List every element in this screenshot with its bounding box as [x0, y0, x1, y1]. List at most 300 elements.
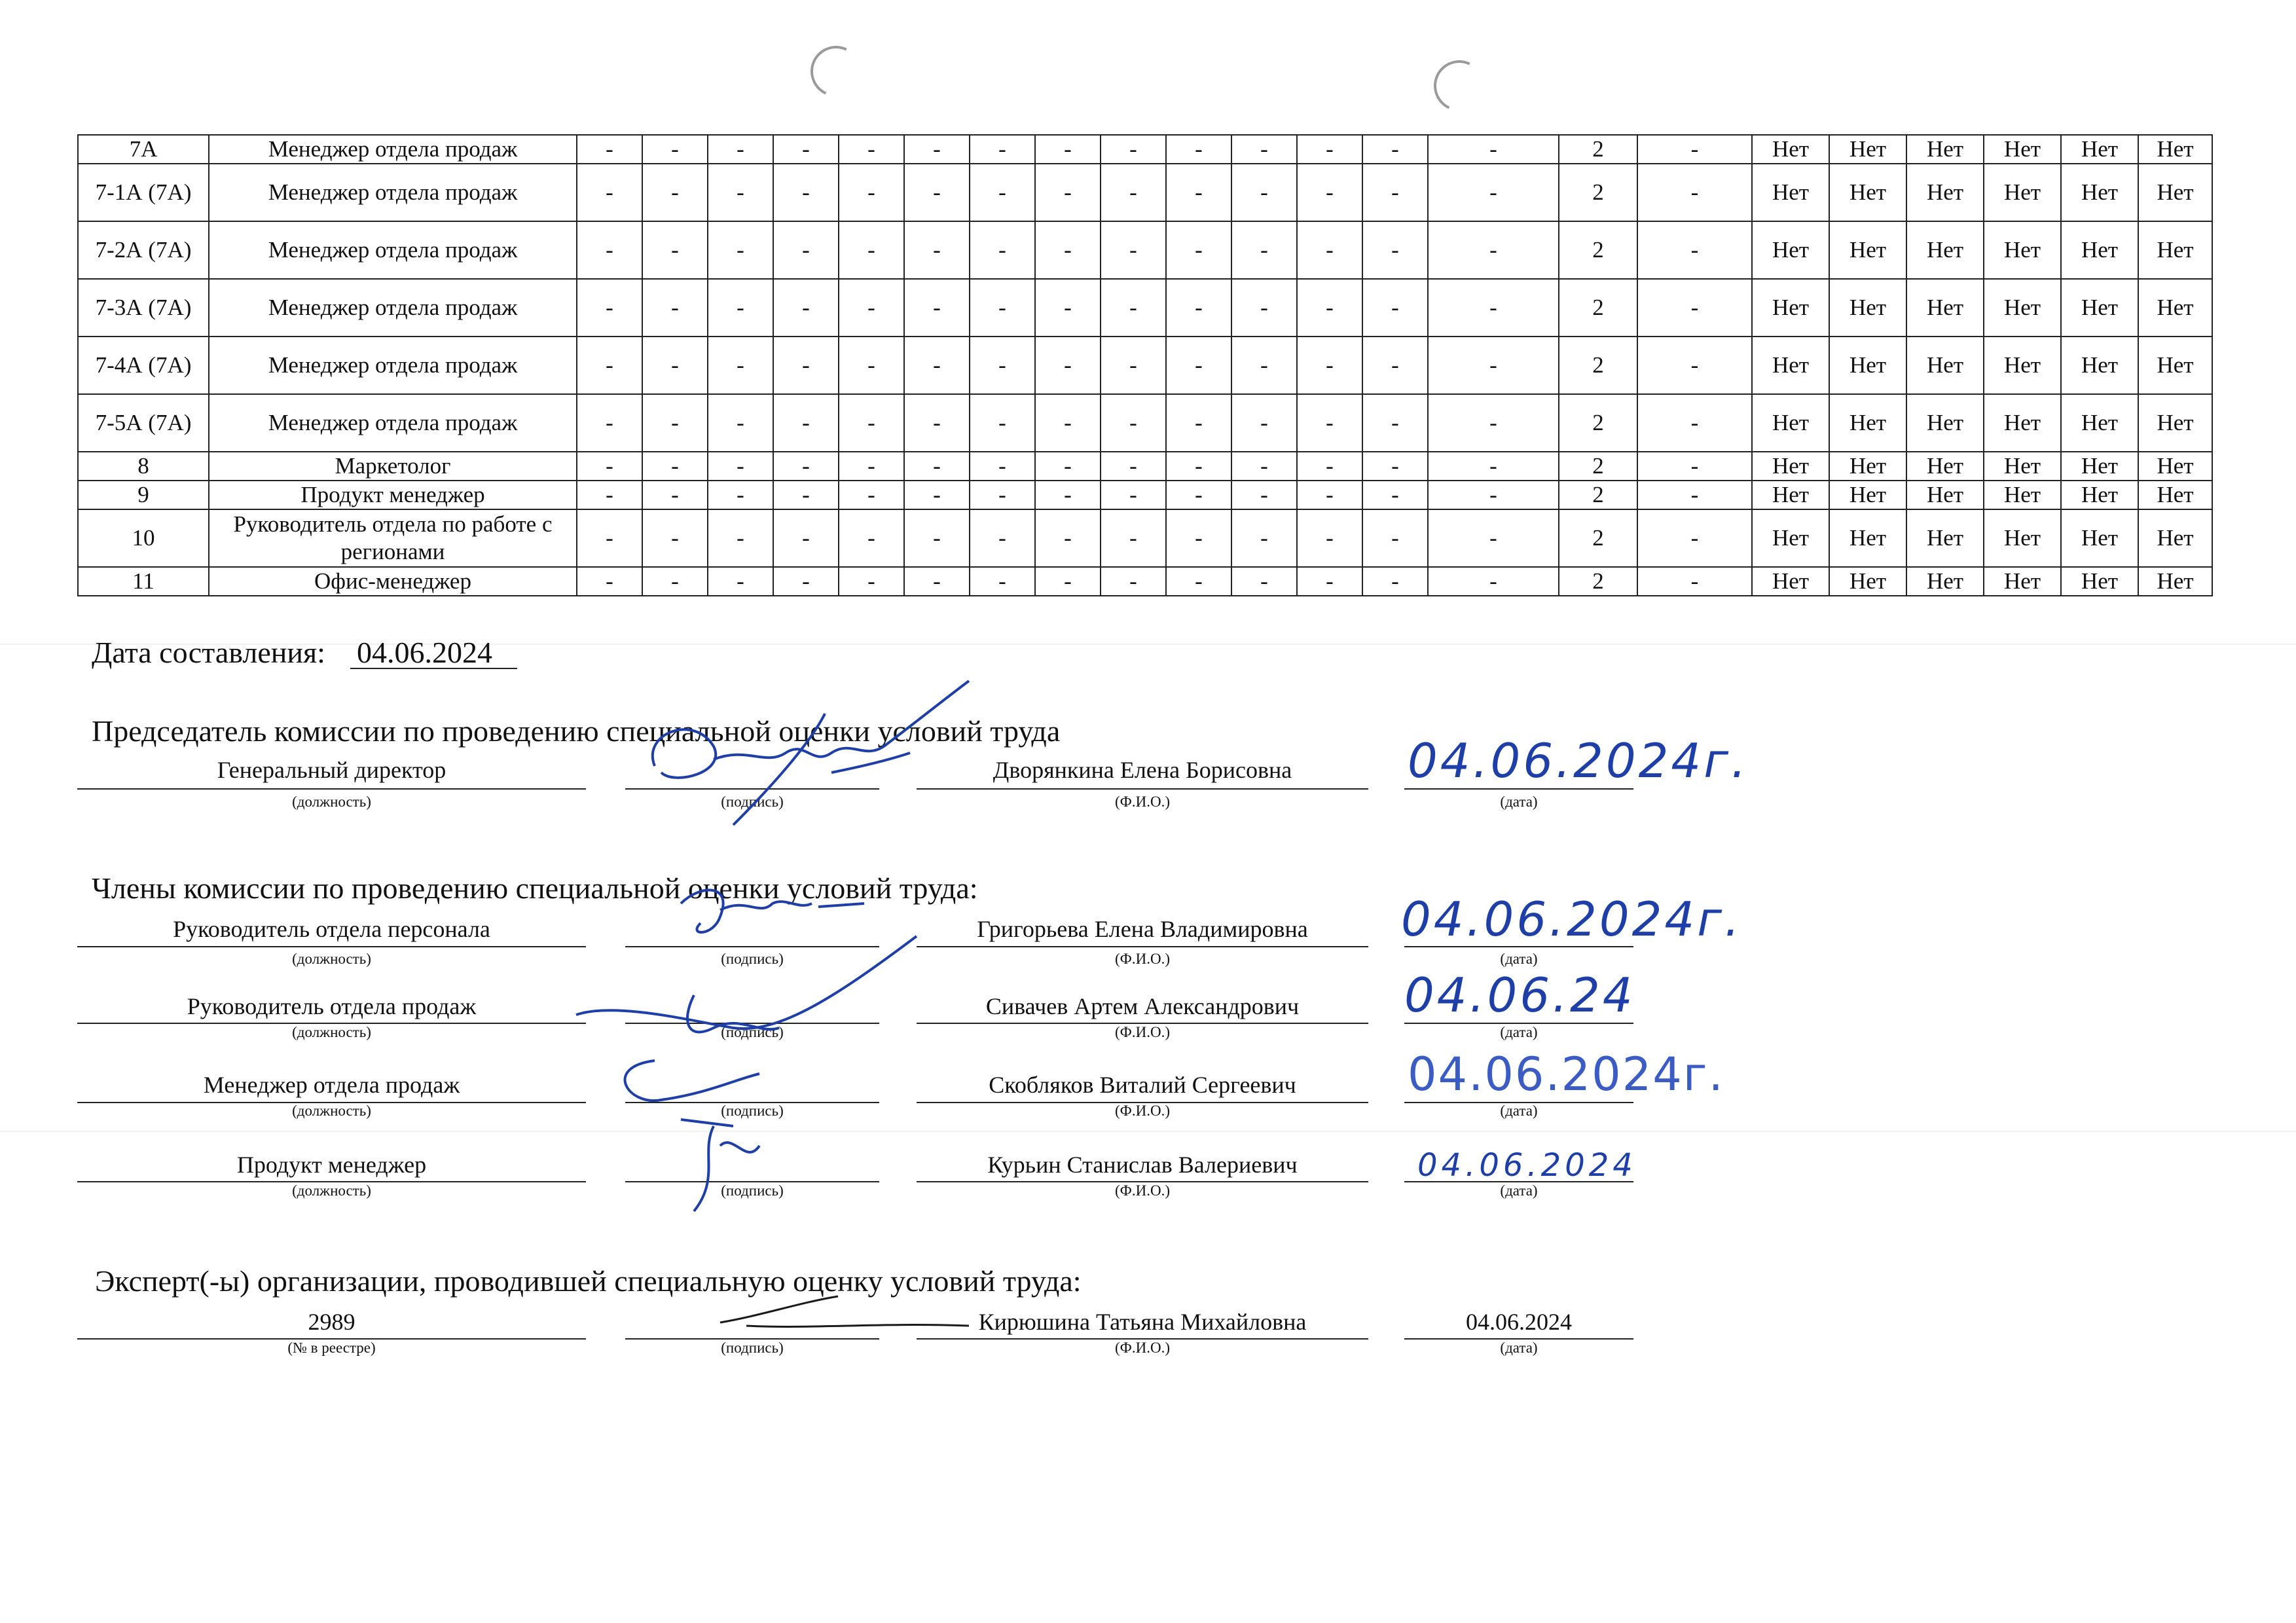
table-cell: -	[708, 567, 773, 596]
table-cell: -	[839, 567, 904, 596]
table-cell: -	[773, 481, 839, 509]
table-cell: -	[1101, 221, 1166, 279]
table-cell: -	[577, 509, 642, 567]
table-cell: Нет	[1984, 567, 2061, 596]
table-cell: -	[1637, 337, 1752, 394]
member-name: Сивачев Артем Александрович	[985, 993, 1300, 1019]
table-cell: Нет	[2061, 337, 2138, 394]
table-cell: -	[1362, 481, 1428, 509]
workplace-number-cell: 7-5А (7А)	[78, 394, 209, 452]
position-cell: Маркетолог	[209, 452, 577, 481]
table-cell: -	[1166, 567, 1231, 596]
table-cell: -	[577, 164, 642, 221]
caption-date: (дата)	[1500, 1103, 1538, 1119]
table-cell: Нет	[2138, 221, 2212, 279]
member-position: Руководитель отдела продаж	[187, 993, 477, 1019]
table-cell: -	[1035, 452, 1101, 481]
table-cell: Нет	[1829, 279, 1906, 337]
table-cell: -	[708, 481, 773, 509]
caption-date: (дата)	[1500, 1024, 1538, 1040]
table-cell: Нет	[1906, 337, 1984, 394]
table-cell: -	[1637, 567, 1752, 596]
table-cell: Нет	[1752, 135, 1829, 164]
table-cell: -	[1166, 279, 1231, 337]
table-cell: -	[839, 337, 904, 394]
table-cell: -	[839, 481, 904, 509]
table-cell: -	[577, 567, 642, 596]
table-cell: -	[773, 509, 839, 567]
table-cell: Нет	[2061, 509, 2138, 567]
table-cell: -	[1101, 337, 1166, 394]
table-cell: -	[1428, 279, 1559, 337]
table-cell: -	[1637, 135, 1752, 164]
table-cell: Нет	[2061, 481, 2138, 509]
table-cell: -	[1362, 567, 1428, 596]
table-cell: -	[1362, 394, 1428, 452]
table-cell: -	[1166, 481, 1231, 509]
position-cell: Руководитель отдела по работе с регионами	[209, 509, 577, 567]
table-cell: Нет	[1984, 135, 2061, 164]
table-cell: -	[1297, 135, 1362, 164]
table-cell: 2	[1559, 221, 1637, 279]
table-cell: -	[1166, 509, 1231, 567]
table-cell: -	[773, 394, 839, 452]
workplace-number-cell: 7-3А (7А)	[78, 279, 209, 337]
caption-date: (дата)	[1500, 1182, 1538, 1199]
scan-fold-line	[0, 644, 2296, 645]
table-cell: -	[1362, 279, 1428, 337]
table-cell: Нет	[1829, 337, 1906, 394]
member-signature	[563, 930, 930, 1218]
table-cell: -	[839, 279, 904, 337]
table-cell: -	[1297, 567, 1362, 596]
member-date-line	[1404, 946, 1633, 947]
caption-fio: (Ф.И.О.)	[1115, 1103, 1170, 1119]
table-cell: -	[1101, 164, 1166, 221]
table-cell: -	[577, 337, 642, 394]
compiled-date-underline	[350, 668, 517, 669]
table-cell: -	[773, 337, 839, 394]
table-cell: -	[708, 337, 773, 394]
table-cell: 2	[1559, 164, 1637, 221]
table-cell: Нет	[1984, 221, 2061, 279]
caption-date: (дата)	[1500, 951, 1538, 967]
table-cell: -	[642, 279, 708, 337]
table-cell: 2	[1559, 452, 1637, 481]
table-cell: -	[839, 394, 904, 452]
table-cell: Нет	[1906, 394, 1984, 452]
table-cell: -	[708, 135, 773, 164]
table-cell: Нет	[1906, 164, 1984, 221]
table-cell: -	[708, 452, 773, 481]
caption-fio: (Ф.И.О.)	[1115, 1182, 1170, 1199]
table-cell: -	[1035, 135, 1101, 164]
table-cell: Нет	[2138, 509, 2212, 567]
table-cell: -	[1166, 394, 1231, 452]
table-cell: -	[904, 452, 970, 481]
table-cell: Нет	[2138, 481, 2212, 509]
table-cell: -	[642, 164, 708, 221]
table-cell: -	[839, 135, 904, 164]
table-cell: Нет	[1829, 509, 1906, 567]
caption-position: (должность)	[292, 1103, 371, 1119]
table-cell: -	[1166, 135, 1231, 164]
table-cell: Нет	[1906, 221, 1984, 279]
table-cell: -	[1231, 337, 1297, 394]
table-cell: -	[1101, 394, 1166, 452]
table-cell: -	[904, 567, 970, 596]
table-cell: Нет	[1829, 452, 1906, 481]
position-cell: Менеджер отдела продаж	[209, 164, 577, 221]
table-row	[78, 567, 2212, 596]
caption-fio: (Ф.И.О.)	[1115, 793, 1170, 810]
members-heading: Члены комиссии по проведению специальной оценки условий труда:	[92, 871, 978, 905]
caption-signature: (подпись)	[721, 793, 784, 810]
table-cell: -	[1428, 164, 1559, 221]
member-name: Григорьева Елена Владимировна	[977, 916, 1308, 942]
chairman-heading: Председатель комиссии по проведению специальной оценки условий труда	[92, 714, 1061, 748]
table-cell: -	[708, 394, 773, 452]
table-cell: -	[1035, 164, 1101, 221]
table-cell: -	[642, 221, 708, 279]
table-cell: -	[1428, 509, 1559, 567]
table-cell: Нет	[1829, 135, 1906, 164]
table-cell: -	[1637, 164, 1752, 221]
table-cell: 2	[1559, 509, 1637, 567]
table-cell: Нет	[1752, 452, 1829, 481]
caption-fio: (Ф.И.О.)	[1115, 951, 1170, 967]
caption-signature: (подпись)	[721, 1024, 784, 1040]
table-cell: -	[708, 509, 773, 567]
table-cell: -	[1297, 337, 1362, 394]
table-row	[78, 337, 2212, 394]
table-cell: -	[1637, 481, 1752, 509]
table-cell: -	[1231, 452, 1297, 481]
table-cell: Нет	[2061, 221, 2138, 279]
table-cell: -	[904, 164, 970, 221]
table-cell: -	[904, 337, 970, 394]
caption-position: (должность)	[292, 793, 371, 810]
table-row	[78, 135, 2212, 164]
table-cell: -	[577, 135, 642, 164]
table-cell: -	[1637, 221, 1752, 279]
table-row	[78, 221, 2212, 279]
member-signature-line	[625, 946, 879, 947]
table-cell: -	[773, 221, 839, 279]
table-cell: -	[1362, 135, 1428, 164]
table-cell: -	[904, 481, 970, 509]
table-row	[78, 452, 2212, 481]
table-cell: Нет	[1984, 279, 2061, 337]
caption-date: (дата)	[1500, 1340, 1538, 1356]
table-cell: Нет	[1906, 567, 1984, 596]
table-cell: -	[1428, 567, 1559, 596]
table-cell: Нет	[2138, 279, 2212, 337]
table-cell: -	[970, 481, 1035, 509]
table-cell: -	[839, 509, 904, 567]
table-cell: -	[904, 279, 970, 337]
chairman-name-line	[917, 788, 1368, 790]
table-cell: -	[1035, 337, 1101, 394]
table-cell: -	[577, 394, 642, 452]
chairman-position: Генеральный директор	[217, 757, 446, 783]
table-cell: -	[1166, 337, 1231, 394]
table-cell: Нет	[1984, 452, 2061, 481]
table-cell: -	[1035, 509, 1101, 567]
table-cell: -	[1362, 509, 1428, 567]
caption-fio: (Ф.И.О.)	[1115, 1024, 1170, 1040]
table-cell: Нет	[2061, 394, 2138, 452]
workplace-number-cell: 7-1А (7А)	[78, 164, 209, 221]
table-cell: -	[1362, 337, 1428, 394]
caption-position: (должность)	[292, 1024, 371, 1040]
table-cell: -	[1231, 164, 1297, 221]
table-cell: -	[1035, 481, 1101, 509]
table-cell: -	[970, 567, 1035, 596]
table-cell: -	[1231, 221, 1297, 279]
table-cell: -	[1101, 135, 1166, 164]
member-position: Менеджер отдела продаж	[203, 1072, 460, 1098]
table-cell: Нет	[1906, 481, 1984, 509]
table-cell: Нет	[1906, 509, 1984, 567]
table-cell: -	[1035, 567, 1101, 596]
table-cell: -	[904, 135, 970, 164]
table-cell: -	[642, 452, 708, 481]
table-cell: Нет	[2061, 135, 2138, 164]
table-cell: 2	[1559, 567, 1637, 596]
workplace-number-cell: 11	[78, 567, 209, 596]
member-handwritten-date: 04.06.2024г.	[1408, 1048, 1724, 1101]
table-cell: -	[1297, 509, 1362, 567]
table-cell: -	[1231, 481, 1297, 509]
member-name: Скобляков Виталий Сергеевич	[989, 1072, 1296, 1098]
table-cell: -	[839, 164, 904, 221]
caption-position: (должность)	[292, 951, 371, 967]
caption-fio: (Ф.И.О.)	[1115, 1340, 1170, 1356]
table-cell: Нет	[2061, 452, 2138, 481]
table-row	[78, 481, 2212, 509]
table-cell: -	[904, 394, 970, 452]
table-cell: Нет	[1752, 164, 1829, 221]
caption-signature: (подпись)	[721, 1340, 784, 1356]
table-cell: Нет	[1829, 164, 1906, 221]
workplace-number-cell: 7А	[78, 135, 209, 164]
member-handwritten-date: 04.06.2024	[1417, 1147, 1637, 1184]
table-cell: Нет	[1752, 337, 1829, 394]
caption-position: (должность)	[292, 1182, 371, 1199]
table-cell: -	[642, 135, 708, 164]
table-cell: -	[1101, 452, 1166, 481]
expert-date: 04.06.2024	[1466, 1309, 1572, 1335]
chairman-signature-line	[625, 788, 879, 790]
table-cell: -	[1297, 164, 1362, 221]
table-cell: -	[970, 337, 1035, 394]
table-cell: Нет	[2138, 567, 2212, 596]
table-cell: -	[577, 221, 642, 279]
table-row	[78, 164, 2212, 221]
table-cell: Нет	[1752, 509, 1829, 567]
table-cell: -	[1297, 394, 1362, 452]
table-cell: -	[642, 337, 708, 394]
caption-signature: (подпись)	[721, 1103, 784, 1119]
table-cell: Нет	[1984, 509, 2061, 567]
assessment-results-table	[77, 134, 2213, 596]
table-cell: Нет	[2138, 337, 2212, 394]
table-cell: -	[1101, 567, 1166, 596]
table-cell: -	[1166, 164, 1231, 221]
table-cell: -	[839, 452, 904, 481]
table-cell: Нет	[1752, 481, 1829, 509]
position-cell: Менеджер отдела продаж	[209, 135, 577, 164]
table-cell: -	[904, 509, 970, 567]
table-cell: 2	[1559, 279, 1637, 337]
table-cell: -	[970, 394, 1035, 452]
table-cell: Нет	[1829, 394, 1906, 452]
table-cell: -	[1428, 135, 1559, 164]
table-cell: -	[577, 481, 642, 509]
table-cell: -	[1035, 221, 1101, 279]
chairman-handwritten-date: 04.06.2024г.	[1408, 733, 1749, 788]
table-cell: -	[1101, 509, 1166, 567]
compiled-date-value: 04.06.2024	[357, 636, 492, 669]
table-cell: 2	[1559, 394, 1637, 452]
table-cell: -	[1362, 221, 1428, 279]
table-cell: 2	[1559, 135, 1637, 164]
table-cell: -	[577, 452, 642, 481]
table-cell: -	[1637, 452, 1752, 481]
table-cell: -	[642, 509, 708, 567]
table-cell: -	[1637, 509, 1752, 567]
workplace-number-cell: 7-4А (7А)	[78, 337, 209, 394]
table-cell: Нет	[2138, 164, 2212, 221]
table-cell: Нет	[1984, 337, 2061, 394]
table-cell: -	[970, 164, 1035, 221]
table-cell: -	[708, 164, 773, 221]
table-row	[78, 279, 2212, 337]
table-cell: -	[642, 567, 708, 596]
member-name-line	[917, 946, 1368, 947]
caption-date: (дата)	[1500, 793, 1538, 810]
table-cell: -	[642, 481, 708, 509]
punch-hole-right	[1427, 53, 1492, 119]
table-cell: -	[773, 567, 839, 596]
table-cell: -	[1428, 337, 1559, 394]
table-cell: Нет	[1752, 279, 1829, 337]
table-cell: Нет	[1829, 567, 1906, 596]
table-row	[78, 394, 2212, 452]
table-cell: -	[970, 509, 1035, 567]
table-cell: -	[1297, 481, 1362, 509]
table-cell: -	[708, 221, 773, 279]
table-cell: -	[1101, 481, 1166, 509]
chairman-position-line	[77, 788, 586, 790]
table-cell: -	[1035, 394, 1101, 452]
workplace-number-cell: 9	[78, 481, 209, 509]
table-cell: -	[1362, 164, 1428, 221]
position-cell: Офис-менеджер	[209, 567, 577, 596]
punch-hole-left	[803, 39, 869, 104]
table-cell: -	[773, 135, 839, 164]
position-cell: Менеджер отдела продаж	[209, 221, 577, 279]
table-cell: Нет	[2138, 394, 2212, 452]
position-cell: Менеджер отдела продаж	[209, 337, 577, 394]
table-cell: Нет	[2061, 279, 2138, 337]
caption-registry: (№ в реестре)	[287, 1340, 376, 1356]
table-cell: Нет	[1752, 567, 1829, 596]
table-cell: -	[642, 394, 708, 452]
table-cell: Нет	[1984, 481, 2061, 509]
table-cell: -	[1231, 279, 1297, 337]
table-cell: -	[1101, 279, 1166, 337]
table-cell: -	[1297, 452, 1362, 481]
compiled-date-label: Дата составления:	[92, 636, 325, 669]
table-cell: -	[773, 279, 839, 337]
member-position: Руководитель отдела персонала	[173, 916, 490, 942]
table-cell: Нет	[1752, 221, 1829, 279]
table-cell: -	[970, 279, 1035, 337]
table-cell: -	[773, 452, 839, 481]
workplace-number-cell: 7-2А (7А)	[78, 221, 209, 279]
expert-registry-number: 2989	[308, 1309, 355, 1335]
table-cell: -	[1637, 394, 1752, 452]
table-cell: 2	[1559, 481, 1637, 509]
caption-signature: (подпись)	[721, 951, 784, 967]
member-handwritten-date: 04.06.2024г.	[1401, 892, 1742, 947]
table-cell: Нет	[1752, 394, 1829, 452]
table-cell: Нет	[2061, 164, 2138, 221]
table-cell: -	[1231, 394, 1297, 452]
scan-fold-line	[0, 1131, 2296, 1132]
table-cell: Нет	[1829, 481, 1906, 509]
position-cell: Продукт менеджер	[209, 481, 577, 509]
table-cell: Нет	[2138, 135, 2212, 164]
expert-heading: Эксперт(-ы) организации, проводившей специальную оценку условий труда:	[95, 1264, 1082, 1298]
table-cell: -	[1428, 394, 1559, 452]
table-cell: -	[773, 164, 839, 221]
table-cell: Нет	[1906, 135, 1984, 164]
member-handwritten-date: 04.06.24	[1404, 968, 1635, 1023]
member-position: Продукт менеджер	[236, 1152, 427, 1178]
table-cell: -	[1428, 452, 1559, 481]
table-cell: -	[1166, 452, 1231, 481]
member-position-line	[77, 946, 586, 947]
chairman-name: Дворянкина Елена Борисовна	[993, 757, 1292, 783]
table-cell: Нет	[2061, 567, 2138, 596]
chairman-date-line	[1404, 788, 1633, 790]
table-cell: Нет	[1906, 452, 1984, 481]
table-row	[78, 509, 2212, 567]
position-cell: Менеджер отдела продаж	[209, 394, 577, 452]
table-cell: -	[1231, 509, 1297, 567]
table-cell: -	[1231, 567, 1297, 596]
table-cell: Нет	[2138, 452, 2212, 481]
table-cell: -	[1166, 221, 1231, 279]
expert-name: Кирюшина Татьяна Михайловна	[978, 1309, 1307, 1335]
table-cell: Нет	[1984, 164, 2061, 221]
table-cell: -	[904, 221, 970, 279]
table-cell: -	[1297, 221, 1362, 279]
table-cell: Нет	[1984, 394, 2061, 452]
table-cell: -	[577, 279, 642, 337]
workplace-number-cell: 8	[78, 452, 209, 481]
table-cell: -	[1428, 481, 1559, 509]
table-cell: Нет	[1829, 221, 1906, 279]
table-cell: -	[1428, 221, 1559, 279]
member-name: Курьин Станислав Валериевич	[987, 1152, 1298, 1178]
table-cell: -	[1035, 279, 1101, 337]
table-cell: -	[1637, 279, 1752, 337]
position-cell: Менеджер отдела продаж	[209, 279, 577, 337]
